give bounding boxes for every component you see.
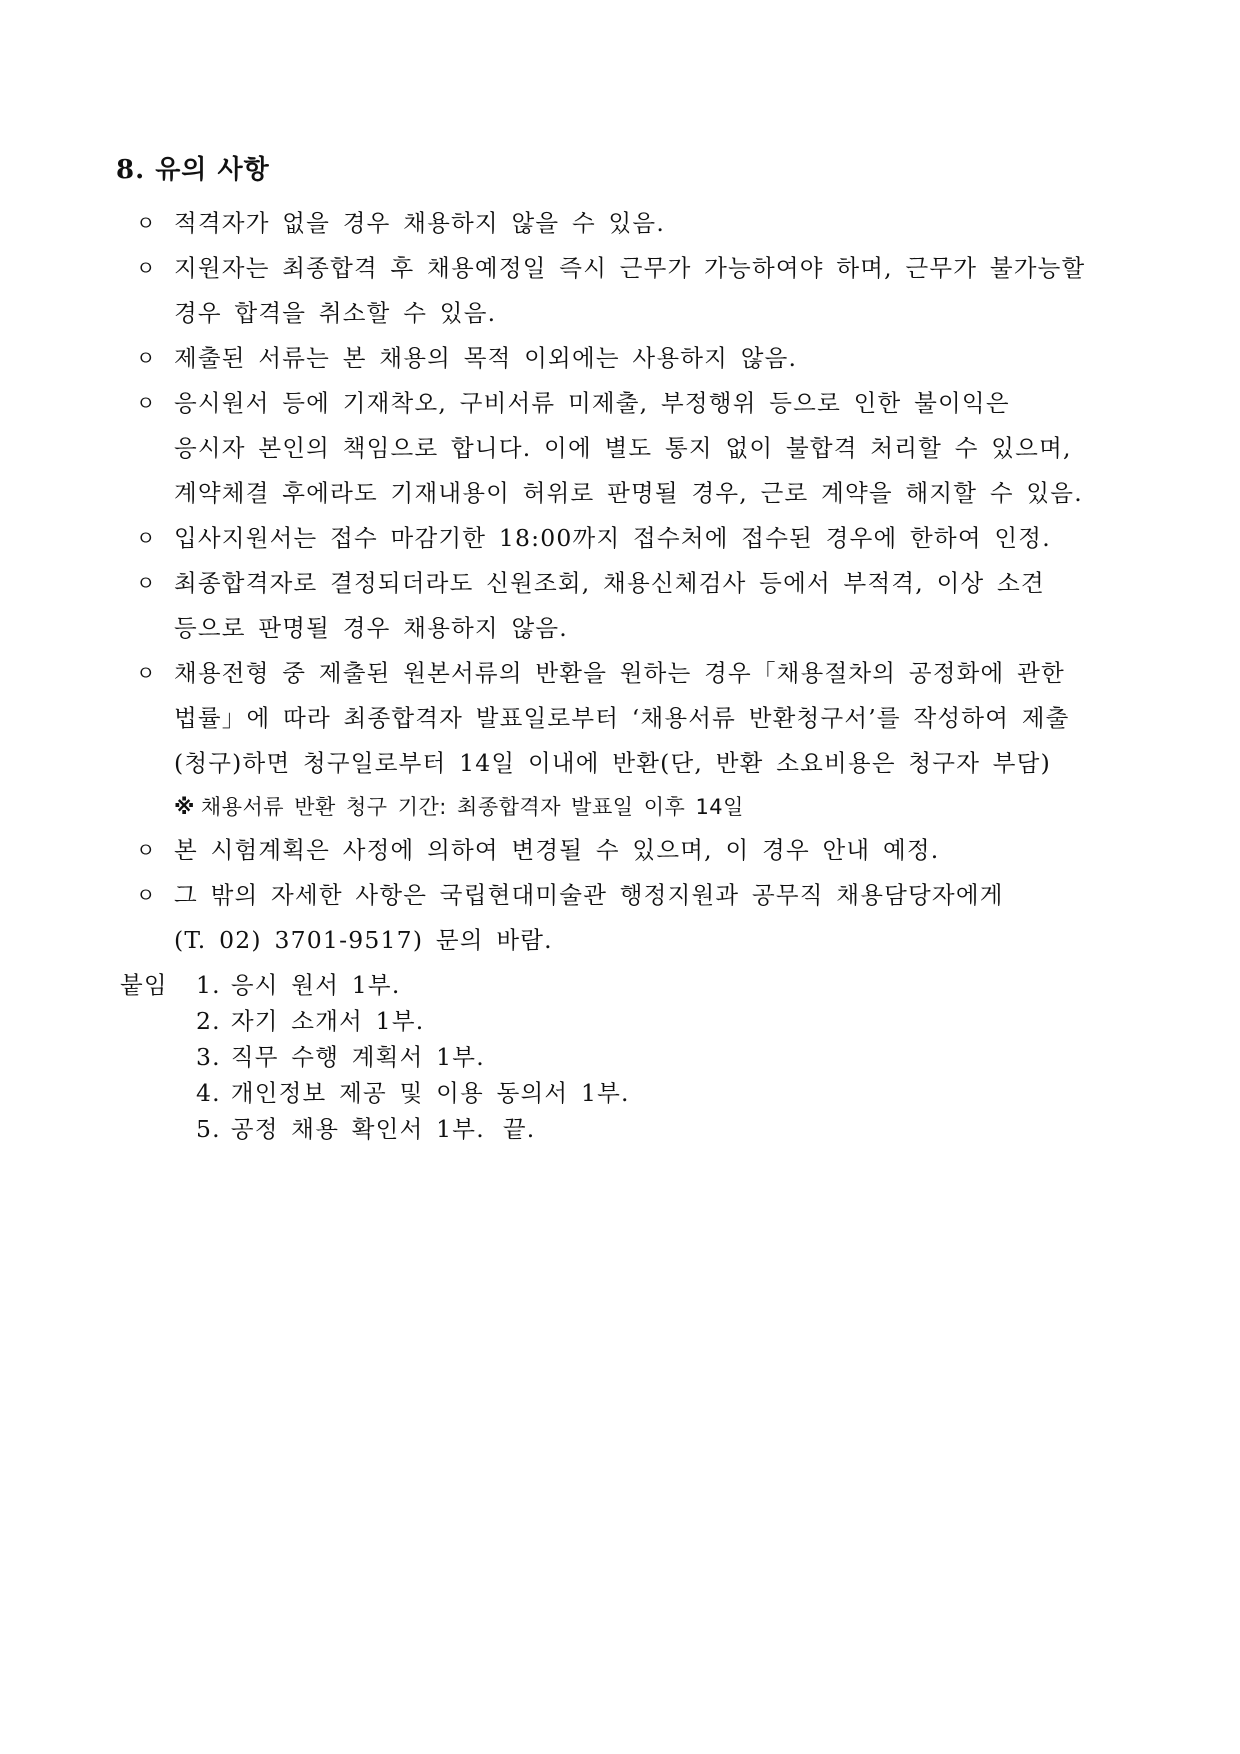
attachment-number: 3.: [196, 1043, 221, 1071]
note-line: (T. 02) 3701-9517) 문의 바람.: [174, 926, 553, 954]
note-line: 경우 합격을 취소할 수 있음.: [174, 299, 497, 327]
bullet-icon: ㅇ: [136, 346, 156, 370]
note-line: 등으로 판명될 경우 채용하지 않음.: [174, 614, 568, 642]
attachment-item: [196, 967, 630, 1003]
note-item: [136, 651, 1126, 828]
bullet-icon: ㅇ: [136, 571, 156, 595]
note-line: 적격자가 없을 경우 채용하지 않을 수 있음.: [174, 209, 666, 237]
note-item: [136, 828, 1126, 873]
note-item: [136, 246, 1126, 336]
attachments-list: [196, 967, 630, 1147]
reference-mark-icon: ※: [174, 795, 195, 819]
note-line: 본 시험계획은 사정에 의하여 변경될 수 있으며, 이 경우 안내 예정.: [174, 836, 940, 864]
attachments-label: 붙임: [120, 971, 168, 999]
attachment-item: [196, 1075, 630, 1111]
note-line: 최종합격자로 결정되더라도 신원조회, 채용신체검사 등에서 부적격, 이상 소견: [174, 569, 1045, 597]
bullet-icon: ㅇ: [136, 661, 156, 685]
note-line: 입사지원서는 접수 마감기한 18:00까지 접수처에 접수된 경우에 한하여 인정.: [174, 524, 1051, 552]
bullet-icon: ㅇ: [136, 391, 156, 415]
note-line: (청구)하면 청구일로부터 14일 이내에 반환(단, 반환 소요비용은 청구자 부담): [174, 749, 1051, 777]
attachment-text: 개인정보 제공 및 이용 동의서 1부.: [230, 1079, 630, 1107]
bullet-icon: ㅇ: [136, 883, 156, 907]
note-line: 계약체결 후에라도 기재내용이 허위로 판명될 경우, 근로 계약을 해지할 수 있음.: [174, 479, 1083, 507]
attachment-item: [196, 1039, 630, 1075]
note-line: 채용전형 중 제출된 원본서류의 반환을 원하는 경우「채용절차의 공정화에 관한: [174, 659, 1065, 687]
note-line: 제출된 서류는 본 채용의 목적 이외에는 사용하지 않음.: [174, 344, 798, 372]
section-title: 8. 유의 사항: [116, 155, 270, 185]
subnote-text: 채용서류 반환 청구 기간: 최종합격자 발표일 이후 14일: [200, 795, 744, 819]
attachment-text: 자기 소개서 1부.: [230, 1007, 425, 1035]
attachment-number: 4.: [196, 1079, 221, 1107]
subnote: [174, 786, 1126, 828]
attachment-text: 응시 원서 1부.: [230, 971, 401, 999]
note-item: [136, 336, 1126, 381]
bullet-icon: ㅇ: [136, 838, 156, 862]
attachment-text: 공정 채용 확인서 1부.: [230, 1115, 485, 1143]
notes-list: [136, 201, 1126, 963]
bullet-icon: ㅇ: [136, 211, 156, 235]
note-line: 법률」에 따라 최종합격자 발표일로부터 ‘채용서류 반환청구서’를 작성하여 제출: [174, 704, 1070, 732]
attachment-number: 2.: [196, 1007, 221, 1035]
attachment-number: 5.: [196, 1115, 221, 1143]
attachment-item: [196, 1003, 630, 1039]
bullet-icon: ㅇ: [136, 526, 156, 550]
note-item: [136, 561, 1126, 651]
attachment-text: 직무 수행 계획서 1부.: [230, 1043, 485, 1071]
note-item: [136, 873, 1126, 963]
note-item: [136, 381, 1126, 516]
note-line: 지원자는 최종합격 후 채용예정일 즉시 근무가 가능하여야 하며, 근무가 불가능할: [174, 254, 1086, 282]
note-item: [136, 516, 1126, 561]
note-line: 응시원서 등에 기재착오, 구비서류 미제출, 부정행위 등으로 인한 불이익은: [174, 389, 1010, 417]
note-line: 응시자 본인의 책임으로 합니다. 이에 별도 통지 없이 불합격 처리할 수 있으며,: [174, 434, 1072, 462]
note-line: 그 밖의 자세한 사항은 국립현대미술관 행정지원과 공무직 채용담당자에게: [174, 881, 1004, 909]
bullet-icon: ㅇ: [136, 256, 156, 280]
attachment-item: [196, 1111, 630, 1147]
note-item: [136, 201, 1126, 246]
end-mark: 끝.: [502, 1115, 536, 1143]
attachment-number: 1.: [196, 971, 221, 999]
